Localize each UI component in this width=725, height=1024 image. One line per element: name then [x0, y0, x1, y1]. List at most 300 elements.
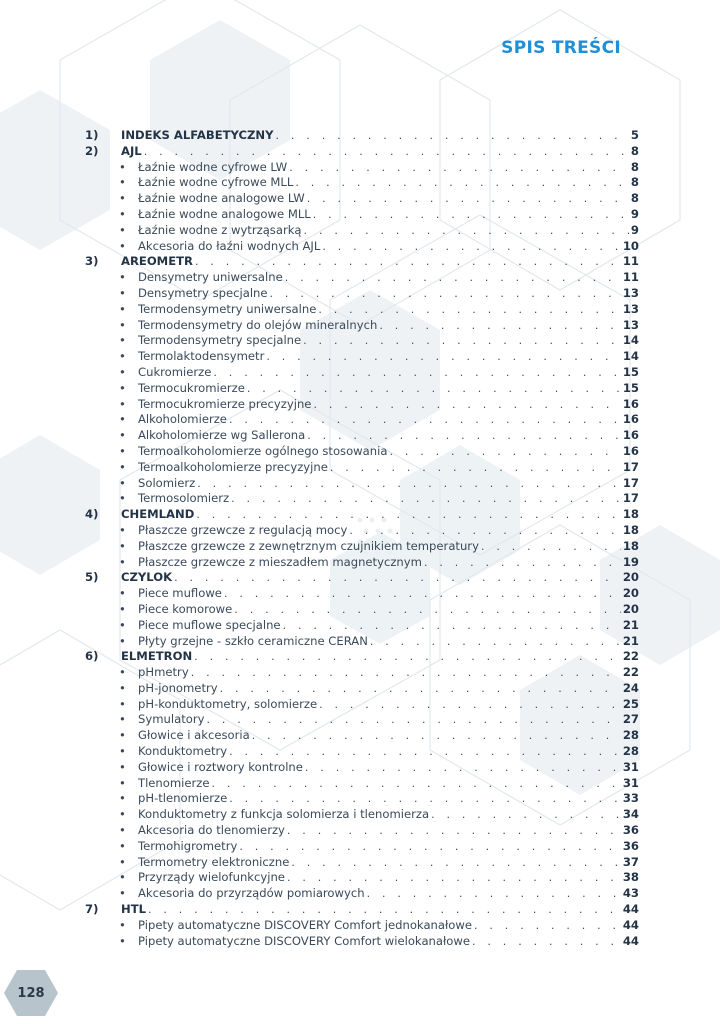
dot-leader	[194, 649, 621, 665]
dot-leader	[283, 618, 621, 634]
toc-item-title: pH-konduktometry, solomierze	[138, 696, 318, 711]
toc-entry-leader	[138, 333, 639, 349]
toc-page-number: 44	[622, 902, 639, 917]
bullet-icon: •	[119, 412, 126, 427]
bullet-icon: •	[119, 333, 126, 348]
toc-item-title: Termocukromierze	[138, 380, 245, 395]
toc-page-number: 17	[622, 459, 639, 474]
dot-leader	[213, 365, 620, 381]
dot-leader	[206, 712, 620, 728]
toc-page-number: 16	[622, 428, 639, 443]
toc-item-row[interactable]	[85, 555, 639, 571]
toc-page-number: 31	[622, 759, 639, 774]
toc-entry-leader	[138, 460, 639, 476]
toc-page-number: 16	[622, 412, 639, 427]
toc-page-number: 36	[622, 838, 639, 853]
dot-leader	[220, 681, 621, 697]
bullet-icon: •	[119, 491, 126, 506]
toc-section-row[interactable]	[85, 144, 639, 160]
page-title: SPIS TREŚCI	[501, 38, 621, 58]
bullet-icon: •	[119, 775, 126, 790]
toc-section-number: 5)	[85, 570, 99, 585]
toc-page-number: 8	[630, 159, 639, 174]
toc-entry-leader	[138, 207, 639, 223]
toc-item-title: Alkoholomierze wg Sallerona	[138, 428, 306, 443]
toc-item-row[interactable]	[85, 160, 639, 176]
toc-entry-leader	[138, 886, 639, 902]
dot-leader	[307, 428, 621, 444]
bullet-icon: •	[119, 459, 126, 474]
bullet-icon: •	[119, 475, 126, 490]
dot-leader	[319, 697, 621, 713]
toc-section-number: 2)	[85, 143, 99, 158]
toc-item-row[interactable]	[85, 491, 639, 507]
toc-entry-leader	[138, 318, 639, 334]
bullet-icon: •	[119, 538, 126, 553]
toc-page-number: 18	[622, 522, 639, 537]
toc-entry-leader	[138, 744, 639, 760]
toc-entry-leader	[138, 349, 639, 365]
toc-item-row[interactable]	[85, 207, 639, 223]
dot-leader	[291, 855, 621, 871]
toc-section-title: CZYLOK	[121, 570, 173, 585]
toc-entry-leader	[138, 681, 639, 697]
toc-entry-leader	[138, 602, 639, 618]
dot-leader	[303, 333, 621, 349]
toc-page-number: 14	[622, 333, 639, 348]
toc-entry-leader	[138, 381, 639, 397]
toc-page-number: 5	[630, 128, 639, 142]
bullet-icon: •	[119, 443, 126, 458]
toc-item-row[interactable]	[85, 681, 639, 697]
toc-entry-leader	[138, 365, 639, 381]
dot-leader	[424, 555, 621, 571]
toc-item-title: Termolaktodensymetr	[138, 349, 265, 364]
bullet-icon: •	[119, 175, 126, 190]
toc-page-number: 25	[622, 696, 639, 711]
toc-page-number: 31	[622, 775, 639, 790]
toc-entry-leader	[138, 223, 639, 239]
dot-leader	[196, 507, 621, 523]
toc-page-number: 16	[622, 443, 639, 458]
bullet-icon: •	[119, 759, 126, 774]
bullet-icon: •	[119, 586, 126, 601]
dot-leader	[144, 144, 629, 160]
toc-item-row[interactable]	[85, 476, 639, 492]
bullet-icon: •	[119, 349, 126, 364]
toc-entry-leader	[138, 918, 639, 934]
toc-item-title: Termosolomierz	[138, 491, 230, 506]
toc-entry-leader	[138, 776, 639, 792]
toc-section-title: ELMETRON	[121, 649, 193, 664]
table-of-contents	[85, 128, 639, 949]
toc-entry-leader	[138, 823, 639, 839]
toc-item-title: Łaźnie wodne analogowe MLL	[138, 206, 311, 221]
bullet-icon: •	[119, 522, 126, 537]
toc-item-row[interactable]	[85, 444, 639, 460]
toc-page-number: 20	[622, 601, 639, 616]
toc-entry-leader	[138, 160, 639, 176]
toc-item-row[interactable]	[85, 428, 639, 444]
toc-entry-leader	[138, 934, 639, 950]
toc-item-title: Konduktometry	[138, 744, 228, 759]
bullet-icon: •	[119, 428, 126, 443]
toc-entry-leader	[121, 254, 639, 270]
toc-page-number: 44	[622, 933, 639, 948]
toc-page-number: 20	[622, 570, 639, 585]
toc-item-row[interactable]	[85, 397, 639, 413]
toc-item-row[interactable]	[85, 728, 639, 744]
toc-entry-leader	[121, 649, 639, 665]
toc-entry-leader	[138, 665, 639, 681]
toc-entry-leader	[121, 902, 639, 918]
toc-page-number: 11	[622, 270, 639, 285]
toc-item-title: Płaszcze grzewcze z mieszadłem magnetycznym	[138, 554, 422, 569]
dot-leader	[191, 665, 621, 681]
toc-section-row[interactable]	[85, 902, 639, 918]
toc-item-row[interactable]	[85, 744, 639, 760]
bullet-icon: •	[119, 712, 126, 727]
toc-section-number: 7)	[85, 902, 99, 917]
dot-leader	[174, 570, 621, 586]
toc-item-row[interactable]	[85, 870, 639, 886]
toc-section-row[interactable]	[85, 570, 639, 586]
toc-item-title: Densymetry specjalne	[138, 285, 268, 300]
toc-item-row[interactable]	[85, 381, 639, 397]
toc-page-number: 9	[630, 222, 639, 237]
toc-page-number: 33	[622, 791, 639, 806]
dot-leader	[370, 634, 621, 650]
dot-leader	[231, 491, 621, 507]
toc-entry-leader	[138, 555, 639, 571]
toc-page-number: 14	[622, 349, 639, 364]
toc-entry-leader	[138, 712, 639, 728]
toc-entry-leader	[138, 239, 639, 255]
toc-entry-leader	[138, 791, 639, 807]
toc-page-number: 27	[622, 712, 639, 727]
dot-leader	[229, 412, 621, 428]
dot-leader	[287, 870, 621, 886]
toc-page-number: 37	[622, 854, 639, 869]
toc-item-row[interactable]	[85, 286, 639, 302]
toc-entry-leader	[138, 839, 639, 855]
dot-leader	[195, 254, 621, 270]
toc-page-number: 17	[622, 491, 639, 506]
toc-section-number: 3)	[85, 254, 99, 269]
toc-item-row[interactable]	[85, 270, 639, 286]
toc-item-title: Głowice i roztwory kontrolne	[138, 759, 303, 774]
toc-entry-leader	[138, 270, 639, 286]
toc-item-row[interactable]	[85, 855, 639, 871]
toc-page-number: 11	[622, 254, 639, 269]
toc-item-title: Cukromierze	[138, 364, 212, 379]
toc-page-number: 8	[630, 143, 639, 158]
toc-section-title: INDEKS ALFABETYCZNY	[121, 128, 274, 142]
toc-page-number: 13	[622, 301, 639, 316]
toc-item-title: Przyrządy wielofunkcyjne	[138, 870, 285, 885]
toc-page-number: 15	[622, 364, 639, 379]
bullet-icon: •	[119, 364, 126, 379]
dot-leader	[270, 286, 621, 302]
toc-item-row[interactable]	[85, 365, 639, 381]
toc-item-title: Głowice i akcesoria	[138, 728, 250, 743]
bullet-icon: •	[119, 680, 126, 695]
bullet-icon: •	[119, 191, 126, 206]
toc-item-row[interactable]	[85, 586, 639, 602]
toc-entry-leader	[138, 539, 639, 555]
toc-item-row[interactable]	[85, 712, 639, 728]
toc-entry-leader	[138, 634, 639, 650]
dot-leader	[234, 602, 621, 618]
toc-item-row[interactable]	[85, 665, 639, 681]
toc-entry-leader	[121, 144, 639, 160]
toc-item-title: Alkoholomierze	[138, 412, 227, 427]
toc-page-number: 28	[622, 744, 639, 759]
toc-item-row[interactable]	[85, 918, 639, 934]
toc-page-number: 21	[622, 617, 639, 632]
toc-entry-leader	[138, 728, 639, 744]
bullet-icon: •	[119, 270, 126, 285]
toc-page-number: 21	[622, 633, 639, 648]
toc-entry-leader	[138, 523, 639, 539]
dot-leader	[318, 302, 620, 318]
toc-entry-leader	[138, 807, 639, 823]
dot-leader	[285, 270, 621, 286]
toc-entry-leader	[138, 444, 639, 460]
toc-section-number: 6)	[85, 649, 99, 664]
toc-entry-leader	[138, 397, 639, 413]
toc-item-row[interactable]	[85, 776, 639, 792]
toc-entry-leader	[138, 286, 639, 302]
toc-page-number: 16	[622, 396, 639, 411]
toc-item-row[interactable]	[85, 697, 639, 713]
toc-item-title: Płaszcze grzewcze z zewnętrznym czujnikiem temperatury	[138, 538, 479, 553]
toc-item-title: Pipety automatyczne DISCOVERY Comfort wielokanałowe	[138, 933, 471, 948]
toc-item-row[interactable]	[85, 191, 639, 207]
toc-page-number: 19	[622, 554, 639, 569]
toc-page-number: 38	[622, 870, 639, 885]
page-number-badge	[3, 968, 59, 1018]
toc-item-title: Łaźnie wodne z wytrząsarką	[138, 222, 302, 237]
toc-item-row[interactable]	[85, 302, 639, 318]
toc-item-row[interactable]	[85, 523, 639, 539]
toc-item-row[interactable]	[85, 760, 639, 776]
page-number: 128	[17, 985, 45, 1001]
toc-item-title: pHmetry	[138, 665, 189, 680]
dot-leader	[307, 191, 629, 207]
bullet-icon: •	[119, 222, 126, 237]
toc-item-row[interactable]	[85, 318, 639, 334]
bullet-icon: •	[119, 791, 126, 806]
dot-leader	[266, 349, 621, 365]
toc-section-row[interactable]	[85, 254, 639, 270]
dot-leader	[349, 523, 621, 539]
bullet-icon: •	[119, 206, 126, 221]
bullet-icon: •	[119, 301, 126, 316]
toc-page-number: 8	[630, 191, 639, 206]
dot-leader	[212, 776, 621, 792]
toc-page-number: 9	[630, 206, 639, 221]
dot-leader	[313, 207, 629, 223]
dot-leader	[367, 886, 621, 902]
dot-leader	[276, 128, 629, 144]
toc-page-number: 43	[622, 886, 639, 901]
toc-item-title: Konduktometry z funkcja solomierza i tlenomierza	[138, 807, 430, 822]
dot-leader	[474, 918, 621, 934]
toc-item-title: Akcesoria do przyrządów pomiarowych	[138, 886, 365, 901]
toc-entry-leader	[138, 476, 639, 492]
bullet-icon: •	[119, 823, 126, 838]
toc-section-number: 1)	[85, 128, 99, 142]
dot-leader	[431, 807, 621, 823]
bullet-icon: •	[119, 665, 126, 680]
toc-item-title: pH-jonometry	[138, 680, 218, 695]
toc-section-title: CHEMLAND	[121, 507, 195, 522]
toc-item-title: Łaźnie wodne cyfrowe LW	[138, 159, 288, 174]
toc-page-number: 28	[622, 728, 639, 743]
bullet-icon: •	[119, 917, 126, 932]
toc-item-title: Termocukromierze precyzyjne	[138, 396, 312, 411]
bullet-icon: •	[119, 854, 126, 869]
toc-page-number: 18	[622, 538, 639, 553]
toc-item-title: Termodensymetry specjalne	[138, 333, 302, 348]
bullet-icon: •	[119, 870, 126, 885]
toc-entry-leader	[138, 175, 639, 191]
toc-item-row[interactable]	[85, 539, 639, 555]
dot-leader	[252, 728, 621, 744]
dot-leader	[229, 791, 621, 807]
toc-item-title: Akcesoria do tlenomierzy	[138, 823, 285, 838]
toc-section-row[interactable]	[85, 507, 639, 523]
dot-leader	[239, 839, 621, 855]
toc-entry-leader	[138, 870, 639, 886]
toc-item-row[interactable]	[85, 886, 639, 902]
toc-page-number: 10	[622, 238, 639, 253]
toc-item-title: Tlenomierze	[138, 775, 210, 790]
dot-leader	[322, 239, 621, 255]
bullet-icon: •	[119, 633, 126, 648]
bullet-icon: •	[119, 317, 126, 332]
dot-leader	[148, 902, 621, 918]
toc-item-title: Piece muflowe	[138, 586, 222, 601]
bullet-icon: •	[119, 807, 126, 822]
toc-item-row[interactable]	[85, 333, 639, 349]
toc-entry-leader	[138, 586, 639, 602]
bullet-icon: •	[119, 554, 126, 569]
toc-section-row[interactable]	[85, 649, 639, 665]
toc-item-row[interactable]	[85, 460, 639, 476]
toc-item-row[interactable]	[85, 618, 639, 634]
dot-leader	[481, 539, 621, 555]
toc-page-number: 18	[622, 507, 639, 522]
toc-page-number: 8	[630, 175, 639, 190]
toc-page-number: 13	[622, 285, 639, 300]
bullet-icon: •	[119, 396, 126, 411]
toc-item-row[interactable]	[85, 239, 639, 255]
dot-leader	[472, 934, 621, 950]
toc-item-row[interactable]	[85, 175, 639, 191]
toc-item-title: Solomierz	[138, 475, 196, 490]
dot-leader	[389, 444, 620, 460]
toc-item-row[interactable]	[85, 349, 639, 365]
toc-section-title: AJL	[121, 143, 142, 158]
toc-entry-leader	[138, 412, 639, 428]
toc-page-number: 44	[622, 917, 639, 932]
toc-page-number: 22	[622, 665, 639, 680]
toc-item-title: Termohigrometry	[138, 838, 238, 853]
toc-section-title: AREOMETR	[121, 254, 193, 269]
bullet-icon: •	[119, 617, 126, 632]
toc-entry-leader	[138, 697, 639, 713]
toc-item-title: Termodensymetry uniwersalne	[138, 301, 317, 316]
dot-leader	[289, 160, 629, 176]
dot-leader	[287, 823, 621, 839]
bullet-icon: •	[119, 238, 126, 253]
toc-page-number: 22	[622, 649, 639, 664]
toc-entry-leader	[138, 302, 639, 318]
toc-item-row[interactable]	[85, 839, 639, 855]
bullet-icon: •	[119, 744, 126, 759]
toc-item-title: Piece komorowe	[138, 601, 233, 616]
toc-item-title: Akcesoria do łaźni wodnych AJL	[138, 238, 321, 253]
toc-item-title: Płaszcze grzewcze z regulacją mocy	[138, 522, 348, 537]
toc-item-title: pH-tlenomierze	[138, 791, 228, 806]
toc-section-number: 4)	[85, 507, 99, 522]
toc-page-number: 13	[622, 317, 639, 332]
bullet-icon: •	[119, 838, 126, 853]
toc-section-row[interactable]	[85, 128, 639, 144]
dot-leader	[197, 476, 621, 492]
toc-item-title: Densymetry uniwersalne	[138, 270, 283, 285]
dot-leader	[313, 397, 620, 413]
toc-item-row[interactable]	[85, 934, 639, 950]
toc-item-row[interactable]	[85, 634, 639, 650]
toc-item-row[interactable]	[85, 807, 639, 823]
toc-page-number: 36	[622, 823, 639, 838]
toc-entry-leader	[121, 128, 639, 144]
dot-leader	[229, 744, 621, 760]
dot-leader	[330, 460, 621, 476]
dot-leader	[304, 223, 629, 239]
toc-page-number: 20	[622, 586, 639, 601]
bullet-icon: •	[119, 933, 126, 948]
toc-entry-leader	[138, 191, 639, 207]
toc-item-row[interactable]	[85, 791, 639, 807]
toc-item-title: Piece muflowe specjalne	[138, 617, 281, 632]
toc-item-title: Termodensymetry do olejów mineralnych	[138, 317, 378, 332]
bullet-icon: •	[119, 601, 126, 616]
bullet-icon: •	[119, 285, 126, 300]
bullet-icon: •	[119, 886, 126, 901]
toc-item-row[interactable]	[85, 602, 639, 618]
toc-entry-leader	[138, 855, 639, 871]
toc-item-title: Łaźnie wodne analogowe LW	[138, 191, 305, 206]
toc-entry-leader	[138, 760, 639, 776]
toc-item-title: Symulatory	[138, 712, 205, 727]
bullet-icon: •	[119, 159, 126, 174]
toc-item-row[interactable]	[85, 223, 639, 239]
toc-page-number: 34	[622, 807, 639, 822]
bullet-icon: •	[119, 728, 126, 743]
bullet-icon: •	[119, 696, 126, 711]
dot-leader	[305, 760, 621, 776]
toc-item-title: Termometry elektroniczne	[138, 854, 290, 869]
dot-leader	[379, 318, 621, 334]
toc-item-row[interactable]	[85, 412, 639, 428]
toc-entry-leader	[121, 570, 639, 586]
toc-item-title: Pipety automatyczne DISCOVERY Comfort jednokanałowe	[138, 917, 473, 932]
toc-item-row[interactable]	[85, 823, 639, 839]
